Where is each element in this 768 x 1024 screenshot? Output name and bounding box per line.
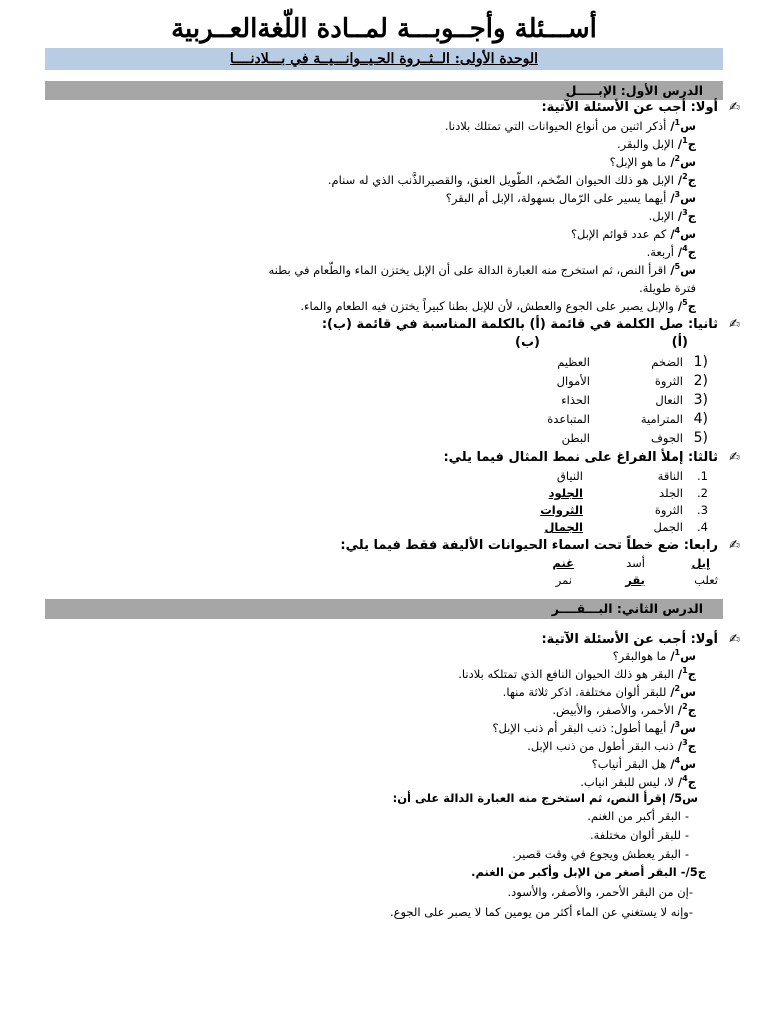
q5-item-text: للبقر ألوان مختلفة. [589,828,681,842]
question-line [613,648,696,665]
animal-fox: ثعلب [694,573,718,587]
qa-text: هل البقر أنياب؟ [591,757,667,771]
qa-label: س$^4$/ [666,756,696,771]
continuation-line [639,280,696,297]
animal-lion: أسد [626,556,645,570]
lesson1-title: الدرس الأول: الإبـــــل [565,83,703,98]
lesson2-title-bar [45,599,723,619]
question-line [492,720,696,737]
fill-number: .3 [697,503,708,517]
qa-text: أيهما يسير على الرّمال بسهولة، الإبل أم البقر؟ [445,191,667,205]
match-word-a: الجوف [651,431,683,445]
match-word-a: المترامية [640,412,683,426]
qa-number: 4 [682,774,688,784]
qa-label: ج$^5$/ [673,298,696,313]
qa-label: س$^5$/ [666,262,696,277]
qa-number: 2 [674,684,681,694]
qa-label: س$^2$/ [666,684,696,699]
qa-number: 5 [674,262,681,272]
match-word-b: الحذاء [561,393,590,407]
match-number: 1) [693,354,708,370]
qa-label: ج$^2$/ [673,172,696,187]
lesson2-title: الدرس الثاني: البـــقــــر [551,601,703,616]
page-title: أســـئلة وأجــوبـــة لمــادة اللّغةالعــربية [171,14,597,44]
qa-number: 3 [682,738,688,748]
question-line [610,154,696,171]
pen-icon: ✍ [729,317,740,332]
a5-item: -وإنه لا يستغني عن الماء أكثر من يومين كما لا يصبر على الجوع. [389,905,693,919]
q5-item [512,846,693,863]
unit-title-bar [45,48,723,70]
qa-text: الإبل. [648,209,674,223]
lesson2-a5: ج5/- البقر أصغر من الإبل وأكبر من الغنم. [471,865,706,879]
fill-number: .2 [697,486,708,500]
answer-line [647,244,696,261]
qa-number: 3 [674,190,681,200]
pen-icon: ✍ [729,450,740,465]
lesson2-q5: س5/ إقرأ النص، ثم استخرج منه العبارة الدالة على أن: [392,791,698,805]
qa-text: لا، ليس للبقر انياب. [580,775,674,789]
qa-label: س$^3$/ [666,720,696,735]
match-word-b: المتباعدة [547,412,590,426]
qa-label: س$^1$/ [666,648,696,663]
match-word-a: النعال [655,393,683,407]
lesson1-q3-heading: ✍ثالثا: إملأ الفراغ على نمط المثال فيما يلي: [443,450,740,465]
qa-number: 2 [682,172,688,182]
fill-word-plural: النياق [556,469,583,483]
answer-line [617,136,696,153]
fill-word-singular: الثروة [654,503,683,517]
qa-label: س$^1$/ [666,118,696,133]
question-line [571,226,696,243]
qa-label: ج$^1$/ [673,136,696,151]
qa-number: 4 [682,244,688,254]
qa-text: كم عدد قوائم الإبل؟ [570,227,667,241]
question-line [592,756,696,773]
question-line [446,190,696,207]
answer-line [649,208,696,225]
match-number: 4) [693,411,708,427]
qa-text: الإبل هو ذلك الحيوان الضّخم، الطّويل العنق، والقصيرالذَّنب الذي له سنام. [327,173,674,187]
qa-number: 1 [674,648,681,658]
bullet-dash: - [684,828,690,842]
qa-label: س$^2$/ [666,154,696,169]
match-number: 3) [693,392,708,408]
a5-item: -إن من البقر الأحمر، والأصفر، والأسود. [507,885,693,899]
qa-text: ما هو الإبل؟ [609,155,667,169]
match-word-a: الثروة [654,374,683,388]
qa-text: ذنب البقر أطول من ذنب الإبل. [527,739,674,753]
lesson1-q4-heading: ✍رابعا: ضع خطاً تحت اسماء الحيوانات الأليفة فقط فيما يلي: [340,538,740,553]
fill-word-plural: الجمال [544,520,583,534]
qa-label: س$^3$/ [666,190,696,205]
lesson1-q1-heading: ✍أولا: أجب عن الأسئلة الآتية: [541,100,740,115]
question-line [503,684,696,701]
answer-line [328,172,696,189]
qa-number: 4 [674,226,681,236]
answer-line [300,298,696,315]
answer-line [552,702,696,719]
qa-label: ج$^3$/ [673,738,696,753]
q5-item-text: البقر أكبر من الغنم. [587,809,681,823]
qa-number: 5 [682,298,688,308]
match-number: 5) [693,430,708,446]
qa-text: البقر هو ذلك الحيوان النافع الذي تمتلكه بلادنا. [458,667,674,681]
animal-camel: إبل [691,556,710,570]
lesson1-q2-heading: ✍ثانيا: صل الكلمة في قائمة (أ) بالكلمة المناسبة في قائمة (ب): [321,317,740,332]
pen-icon: ✍ [729,632,740,647]
qa-text: فترة طويلة. [639,281,696,295]
qa-label: ج$^1$/ [673,666,696,681]
match-word-b: البطن [561,431,590,445]
qa-number: 1 [674,118,681,128]
match-word-b: العظيم [557,355,590,369]
lesson2-q1-heading: ✍أولا: أجب عن الأسئلة الآتية: [541,632,740,647]
unit-title: الوحدة الأولى: الــثــروة الحـيــوانـــيــة في بـــلادنــــا [229,51,539,67]
qa-text: اقرأ النص، ثم استخرج منه العبارة الدالة على أن الإبل يختزن الماء والطّعام في بطنه [268,263,667,277]
fill-word-singular: الناقة [657,469,683,483]
qa-label: ج$^2$/ [673,702,696,717]
qa-text: أربعة. [646,245,674,259]
qa-text: للبقر ألوان مختلفة. اذكر ثلاثة منها. [502,685,667,699]
q5-item [590,827,693,844]
qa-number: 2 [682,702,688,712]
answer-line [580,774,696,791]
qa-label: ج$^3$/ [673,208,696,223]
qa-text: الإبل والبقر. [617,137,674,151]
match-number: 2) [693,373,708,389]
match-word-a: الضخم [651,355,683,369]
answer-line [527,738,696,755]
question-line [268,262,696,279]
qa-label: ج$^4$/ [673,244,696,259]
fill-number: .4 [697,520,708,534]
q5-item [587,808,693,825]
qa-text: أذكر اثنين من أنواع الحيوانات التي تمتلك بلادنا. [444,119,667,133]
qa-number: 4 [674,756,681,766]
animal-sheep: غنم [552,556,574,570]
bullet-dash: - [684,809,690,823]
qa-label: ج$^4$/ [673,774,696,789]
pen-icon: ✍ [729,538,740,553]
fill-word-singular: الجلد [659,486,683,500]
qa-number: 1 [682,666,688,676]
fill-word-plural: الثروات [540,503,583,517]
pen-icon: ✍ [729,100,740,115]
qa-number: 3 [674,720,681,730]
qa-label: س$^4$/ [666,226,696,241]
fill-word-plural: الجلود [548,486,583,500]
column-b-header: (ب) [515,335,540,350]
q5-item-text: البقر يعطش ويجوع في وقت قصير. [512,847,681,861]
qa-number: 2 [674,154,681,164]
qa-text: الأحمر، والأصفر، والأبيض. [552,703,674,717]
qa-text: والإبل يصبر على الجوع والعطش، لأن للإبل بطنا كبيراً يختزن فيه الطعام والماء. [300,299,674,313]
match-word-b: الأموال [556,374,590,388]
qa-number: 1 [682,136,688,146]
fill-word-singular: الجمل [653,520,683,534]
qa-text: ما هوالبقر؟ [612,649,667,663]
qa-number: 3 [682,208,688,218]
fill-number: .1 [697,469,708,483]
bullet-dash: - [684,847,690,861]
question-line [445,118,696,135]
column-a-header: (أ) [671,335,688,350]
qa-text: أيهما أطول: ذنب البقر أم ذنب الإبل؟ [492,721,667,735]
answer-line [458,666,696,683]
animal-tiger: نمر [555,573,572,587]
animal-cow: بقر [625,573,645,587]
